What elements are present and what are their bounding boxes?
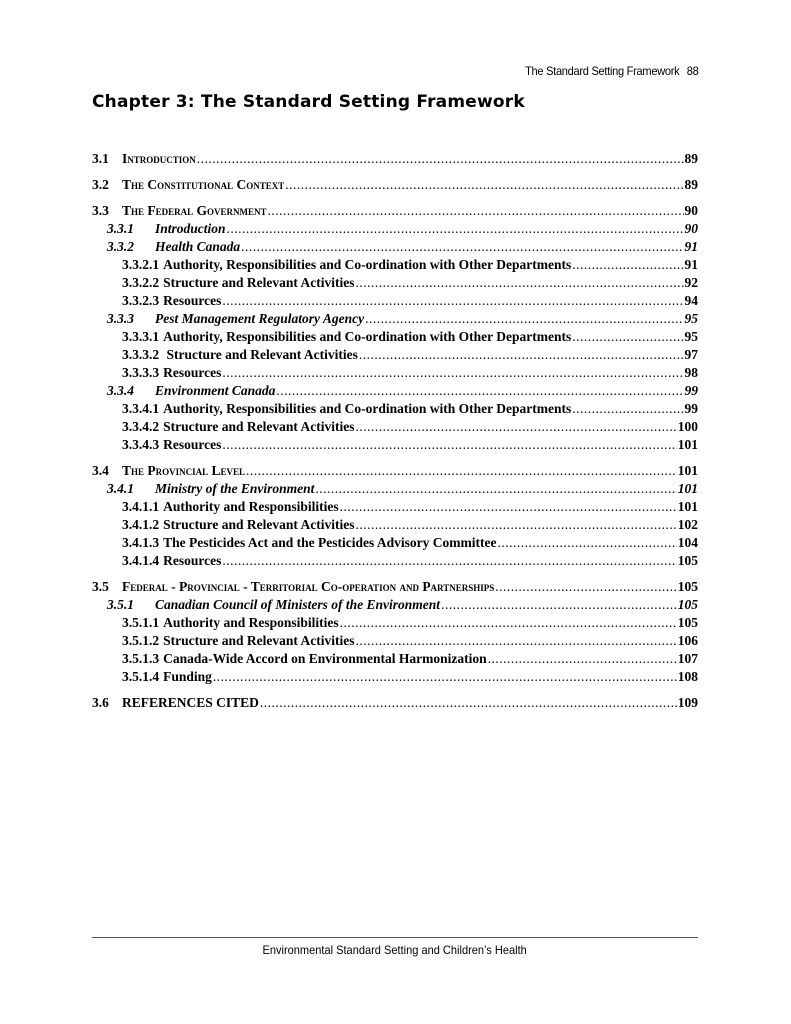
toc-entry-page: 94	[684, 293, 698, 308]
toc-entry-number: 3.3.2.3	[122, 293, 160, 308]
toc-entry-number: 3.4.1.3	[122, 535, 160, 550]
toc-entry-title: Authority, Responsibilities and Co-ordination with Other Departments	[163, 329, 572, 344]
toc-entry-page: 91	[684, 257, 698, 272]
toc-entry-title: Canadian Council of Ministers of the Environment	[155, 597, 441, 612]
toc-entry[interactable]	[92, 274, 698, 292]
toc-entry[interactable]	[92, 382, 698, 400]
toc-entry-number: 3.3.3.1	[122, 329, 160, 344]
toc-entry-number: 3.3.4.1	[122, 401, 160, 416]
toc-leader-dots	[441, 596, 677, 614]
toc-entry-page: 89	[684, 177, 698, 192]
toc-entry-page: 106	[677, 633, 698, 648]
toc-entry-number: 3.3.3.2	[122, 347, 160, 362]
page-number: 88	[686, 64, 698, 78]
toc-leader-dots	[268, 202, 684, 220]
toc-entry-title: Federal - Provincial - Territorial Co-operation and Partnerships	[122, 579, 495, 594]
toc-entry[interactable]	[92, 462, 698, 480]
toc-entry[interactable]	[92, 632, 698, 650]
toc-entry-number: 3.4.1.4	[122, 553, 160, 568]
toc-entry-page: 108	[677, 669, 698, 684]
toc-entry-number: 3.5	[92, 579, 109, 594]
toc-entry-title: Introduction	[155, 221, 226, 236]
toc-entry-number: 3.5.1.2	[122, 633, 160, 648]
toc-leader-dots	[572, 256, 683, 274]
toc-entry[interactable]	[92, 578, 698, 596]
toc-entry-number: 3.3.1	[107, 221, 134, 236]
toc-entry-page: 91	[684, 239, 698, 254]
toc-entry-title: Pest Management Regulatory Agency	[155, 311, 365, 326]
running-header	[525, 64, 698, 78]
toc-leader-dots	[355, 418, 676, 436]
toc-entry[interactable]	[92, 256, 698, 274]
toc-leader-dots	[285, 176, 683, 194]
toc-leader-dots	[213, 668, 677, 686]
toc-entry-number: 3.4	[92, 463, 109, 478]
toc-leader-dots	[222, 364, 683, 382]
toc-leader-dots	[227, 220, 684, 238]
toc-leader-dots	[197, 150, 684, 168]
toc-entry-number: 3.3.3	[107, 311, 134, 326]
toc-entry[interactable]	[92, 292, 698, 310]
toc-leader-dots	[488, 650, 677, 668]
toc-entry[interactable]	[92, 150, 698, 168]
toc-entry-page: 104	[677, 535, 698, 550]
toc-entry-page: 101	[677, 463, 698, 478]
footer-divider	[92, 937, 698, 938]
toc-leader-dots	[340, 614, 677, 632]
toc-entry-page: 105	[677, 553, 698, 568]
toc-entry-page: 99	[684, 383, 698, 398]
toc-entry-title: Structure and Relevant Activities	[163, 275, 355, 290]
toc-leader-dots	[340, 498, 677, 516]
toc-leader-dots	[276, 382, 683, 400]
toc-entry-page: 97	[684, 347, 698, 362]
toc-entry-title: Health Canada	[155, 239, 241, 254]
toc-entry[interactable]	[92, 552, 698, 570]
toc-entry[interactable]	[92, 418, 698, 436]
toc-entry[interactable]	[92, 614, 698, 632]
toc-leader-dots	[222, 552, 676, 570]
toc-leader-dots	[572, 400, 683, 418]
toc-entry-number: 3.5.1	[107, 597, 134, 612]
toc-leader-dots	[222, 292, 683, 310]
toc-entry-page: 89	[684, 151, 698, 166]
toc-entry[interactable]	[92, 534, 698, 552]
toc-entry-number: 3.3.4.3	[122, 437, 160, 452]
toc-entry-page: 101	[677, 437, 698, 452]
toc-entry-number: 3.3.2.1	[122, 257, 160, 272]
toc-leader-dots	[365, 310, 683, 328]
toc-leader-dots	[359, 346, 684, 364]
toc-entry-title: Authority and Responsibilities	[163, 499, 339, 514]
toc-entry-number: 3.1	[92, 151, 109, 166]
toc-entry-page: 95	[684, 329, 698, 344]
toc-entry[interactable]	[92, 400, 698, 418]
toc-entry-title: Structure and Relevant Activities	[163, 419, 355, 434]
toc-entry-page: 100	[677, 419, 698, 434]
toc-entry-page: 101	[677, 499, 698, 514]
toc-entry-page: 95	[684, 311, 698, 326]
toc-leader-dots	[572, 328, 683, 346]
toc-entry-title: Resources	[163, 365, 222, 380]
toc-entry[interactable]	[92, 498, 698, 516]
toc-entry[interactable]	[92, 668, 698, 686]
footer	[92, 943, 698, 957]
toc-entry-number: 3.3.3.3	[122, 365, 160, 380]
toc-entry-title: Structure and Relevant Activities	[163, 633, 355, 648]
toc-leader-dots	[246, 462, 677, 480]
toc-entry-number: 3.5.1.3	[122, 651, 160, 666]
toc-entry-number: 3.3.2	[107, 239, 134, 254]
toc-entry-title: Canada-Wide Accord on Environmental Harmonization	[163, 651, 487, 666]
toc-entry[interactable]	[92, 328, 698, 346]
toc-entry-number: 3.4.1.1	[122, 499, 160, 514]
toc-leader-dots	[241, 238, 683, 256]
toc-entry[interactable]	[92, 650, 698, 668]
toc-leader-dots	[315, 480, 676, 498]
toc-entry-title: Introduction	[122, 151, 196, 166]
toc-entry-page: 109	[677, 695, 698, 710]
toc-leader-dots	[355, 632, 676, 650]
toc-entry-number: 3.5.1.4	[122, 669, 160, 684]
running-header-title: The Standard Setting Framework	[524, 64, 679, 78]
toc-entry-title: Ministry of the Environment	[155, 481, 315, 496]
toc-entry[interactable]	[92, 220, 698, 238]
toc-entry-page: 105	[677, 615, 698, 630]
toc-entry-title: Authority, Responsibilities and Co-ordination with Other Departments	[163, 401, 572, 416]
footer-text: Environmental Standard Setting and Children’s Health	[262, 943, 528, 957]
toc-entry-title: Resources	[163, 437, 222, 452]
toc-entry-number: 3.4.1.2	[122, 517, 160, 532]
toc-entry-title: The Pesticides Act and the Pesticides Advisory Committee	[163, 535, 497, 550]
toc-entry-title: The Federal Government	[122, 203, 267, 218]
toc-entry[interactable]	[92, 346, 698, 364]
table-of-contents	[92, 150, 698, 712]
toc-leader-dots	[497, 534, 676, 552]
toc-entry-title: Resources	[163, 553, 222, 568]
toc-entry-number: 3.4.1	[107, 481, 134, 496]
toc-entry-title: The Provincial Level	[122, 463, 246, 478]
toc-entry-title: Structure and Relevant Activities	[163, 347, 358, 362]
toc-leader-dots	[495, 578, 676, 596]
toc-entry-title: Authority, Responsibilities and Co-ordination with Other Departments	[163, 257, 572, 272]
toc-entry-page: 90	[684, 221, 698, 236]
toc-entry[interactable]	[92, 176, 698, 194]
toc-entry[interactable]	[92, 238, 698, 256]
toc-entry-title: REFERENCES CITED	[122, 695, 259, 710]
toc-entry-page: 92	[684, 275, 698, 290]
toc-entry-title: Funding	[163, 669, 212, 684]
toc-leader-dots	[260, 694, 677, 712]
toc-entry-number: 3.6	[92, 695, 109, 710]
toc-entry-page: 102	[677, 517, 698, 532]
toc-entry[interactable]	[92, 596, 698, 614]
toc-entry-number: 3.3.4	[107, 383, 134, 398]
toc-entry[interactable]	[92, 480, 698, 498]
toc-entry-page: 105	[677, 597, 698, 612]
toc-entry-page: 107	[677, 651, 698, 666]
toc-entry-number: 3.5.1.1	[122, 615, 160, 630]
toc-entry-title: Structure and Relevant Activities	[163, 517, 355, 532]
toc-entry-page: 105	[677, 579, 698, 594]
toc-entry[interactable]	[92, 436, 698, 454]
toc-entry-title: Authority and Responsibilities	[163, 615, 339, 630]
toc-entry-page: 101	[677, 481, 698, 496]
toc-entry-page: 98	[684, 365, 698, 380]
toc-entry[interactable]	[92, 310, 698, 328]
toc-entry-number: 3.3.2.2	[122, 275, 160, 290]
toc-leader-dots	[222, 436, 676, 454]
toc-entry[interactable]	[92, 516, 698, 534]
toc-entry-title: The Constitutional Context	[122, 177, 285, 192]
toc-entry-title: Resources	[163, 293, 222, 308]
chapter-title: Chapter 3: The Standard Setting Framework	[92, 92, 525, 112]
toc-entry-number: 3.3.4.2	[122, 419, 160, 434]
toc-leader-dots	[355, 516, 676, 534]
toc-entry[interactable]	[92, 694, 698, 712]
toc-entry[interactable]	[92, 364, 698, 382]
toc-leader-dots	[355, 274, 683, 292]
toc-entry-number: 3.3	[92, 203, 109, 218]
toc-entry-number: 3.2	[92, 177, 109, 192]
toc-entry[interactable]	[92, 202, 698, 220]
toc-entry-page: 99	[684, 401, 698, 416]
toc-entry-page: 90	[684, 203, 698, 218]
toc-entry-title: Environment Canada	[155, 383, 276, 398]
